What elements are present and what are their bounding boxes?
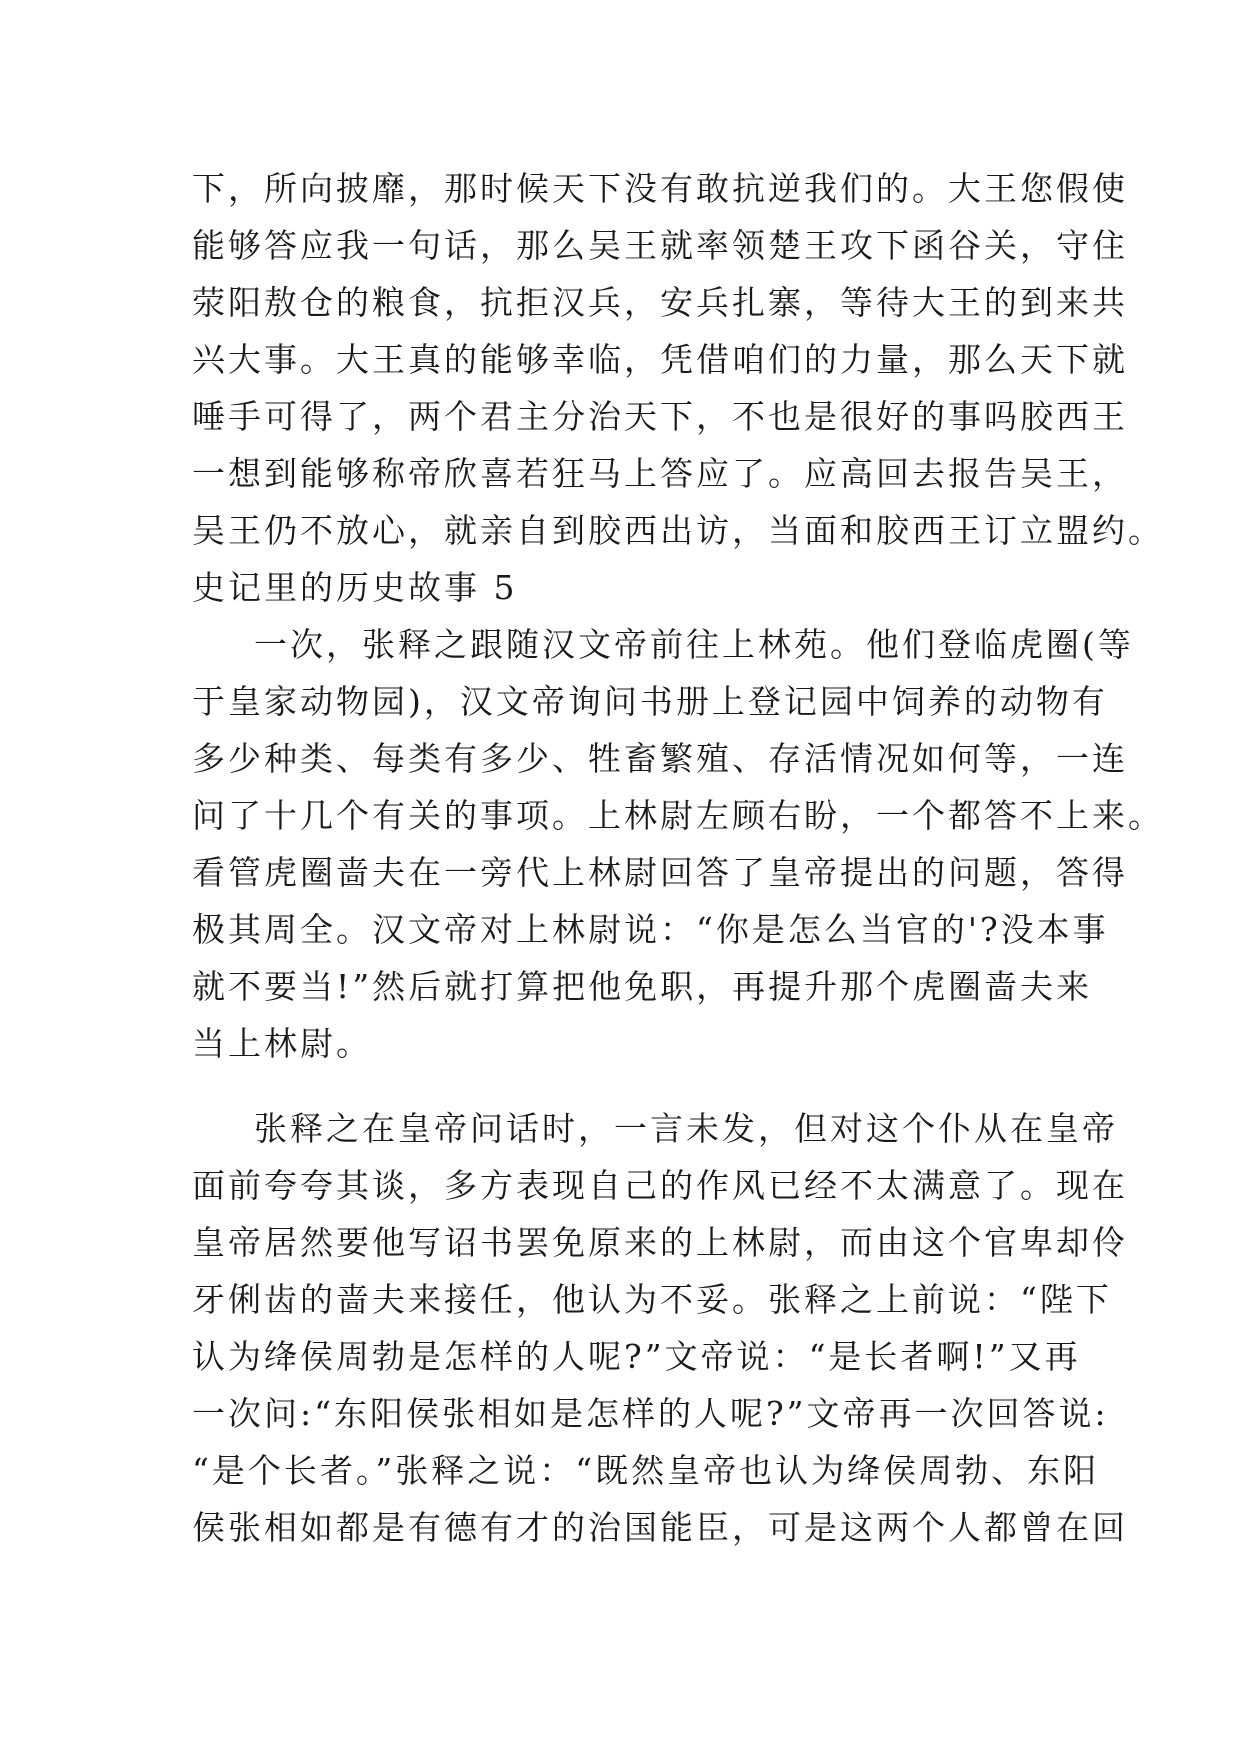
- text-line: 极其周全。汉文帝对上林尉说：“你是怎么当官的'?没本事: [192, 910, 1109, 949]
- text-line: 多少种类、每类有多少、牲畜繁殖、存活情况如何等，一连: [192, 739, 1128, 778]
- text-line: 下，所向披靡，那时候天下没有敢抗逆我们的。大王您假使: [192, 169, 1128, 208]
- text-line: 吴王仍不放心，就亲自到胶西出访，当面和胶西王订立盟约。: [192, 511, 1164, 550]
- text-line: 侯张相如都是有德有才的治国能臣，可是这两个人都曾在回: [192, 1508, 1128, 1547]
- text-line: 就不要当!”然后就打算把他免职，再提升那个虎圈啬夫来: [192, 967, 1093, 1006]
- text-line: 当上林尉。: [192, 1024, 372, 1063]
- document-body: [192, 160, 1164, 1556]
- text-line: 唾手可得了，两个君主分治天下，不也是很好的事吗胶西王: [192, 397, 1128, 436]
- text-line: 牙俐齿的啬夫来接任，他认为不妥。张释之上前说：“陛下: [192, 1280, 1112, 1319]
- text-line: 看管虎圈啬夫在一旁代上林尉回答了皇帝提出的问题，答得: [192, 853, 1128, 892]
- text-line: 面前夸夸其谈，多方表现自己的作风已经不太满意了。现在: [192, 1166, 1128, 1205]
- text-line: 能够答应我一句话，那么吴王就率领楚王攻下函谷关，守住: [192, 226, 1128, 265]
- text-line: 张释之在皇帝问话时，一言未发，但对这个仆从在皇帝: [254, 1109, 1118, 1148]
- text-line: 兴大事。大王真的能够幸临，凭借咱们的力量，那么天下就: [192, 340, 1128, 379]
- paragraph-zhang-shizhi: [192, 1100, 1128, 1556]
- text-line: “是个长者。”张释之说：“既然皇帝也认为绛侯周勃、东阳: [192, 1451, 1100, 1490]
- text-line: 一想到能够称帝欣喜若狂马上答应了。应高回去报告吴王，: [192, 454, 1128, 493]
- text-line: 一次，张释之跟随汉文帝前往上林苑。他们登临虎圈(等: [254, 625, 1134, 664]
- paragraph-spacer: [192, 1072, 1042, 1100]
- text-line: 皇帝居然要他写诏书罢免原来的上林尉，而由这个官卑却伶: [192, 1223, 1128, 1262]
- text-line: 一次问:“东阳侯张相如是怎样的人呢?”文帝再一次回答说:: [192, 1394, 1109, 1433]
- text-line: 问了十几个有关的事项。上林尉左顾右盼，一个都答不上来。: [192, 796, 1164, 835]
- paragraph-story-start: [192, 616, 1164, 1072]
- text-line: 认为绛侯周勃是怎样的人呢?”文帝说：“是长者啊!”又再: [192, 1337, 1081, 1376]
- paragraph-continuation: [192, 160, 1164, 559]
- text-line: 荥阳敖仓的粮食，抗拒汉兵，安兵扎寨，等待大王的到来共: [192, 283, 1128, 322]
- text-line: 于皇家动物园)，汉文帝询问书册上登记园中饲养的动物有: [192, 682, 1108, 721]
- section-heading: 史记里的历史故事 5: [192, 568, 518, 607]
